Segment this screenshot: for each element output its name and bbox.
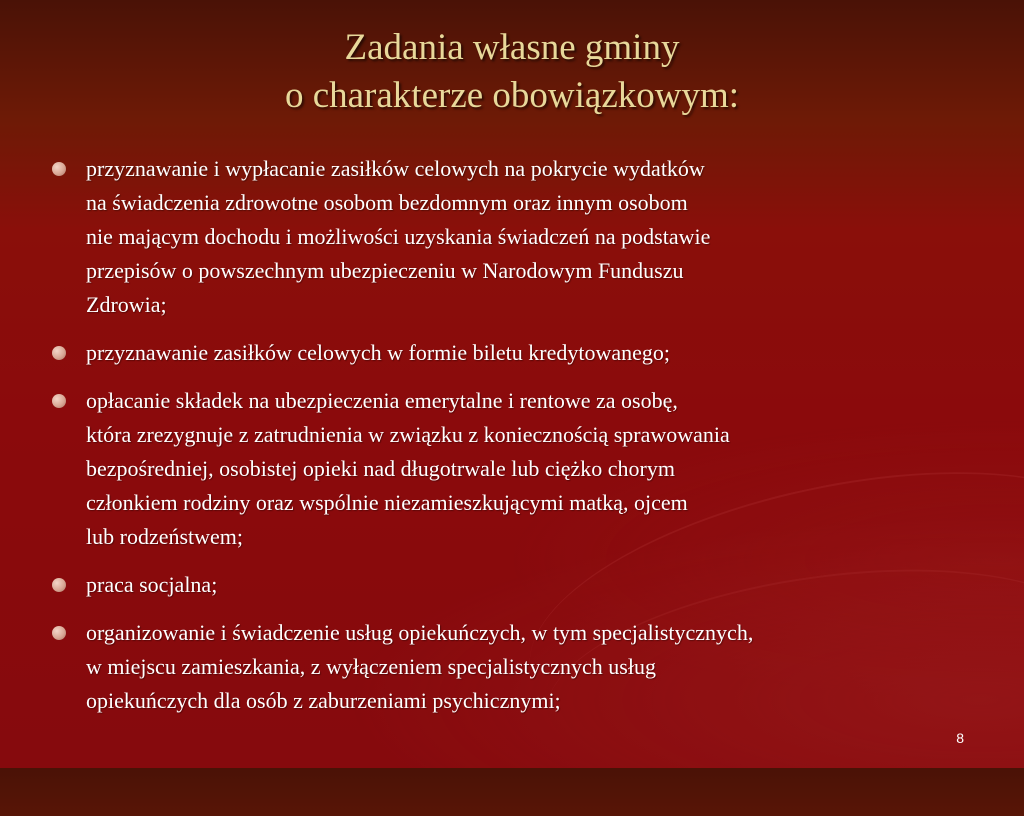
bullet-item	[0, 336, 1024, 370]
slide-title-line-1: Zadania własne gminy	[344, 27, 680, 68]
bullet-item	[0, 384, 1024, 554]
bullet-item	[0, 152, 1024, 322]
bullet-text: przyznawanie zasiłków celowych w formie biletu kredytowanego;	[86, 340, 671, 365]
bullet-text: organizowanie i świadczenie usług opiekuńczych, w tym specjalistycznych, w miejscu zamieszkania, z wyłączeniem specjalistycznych usług opiekuńczych dla osób z zaburzeniami psychicznymi;	[86, 620, 754, 713]
bullet-dot-icon	[52, 394, 66, 408]
bullet-dot-icon	[52, 162, 66, 176]
bullet-item	[0, 616, 1024, 718]
page-number: 8	[956, 730, 964, 746]
slide-title	[0, 24, 1024, 120]
bullet-item	[0, 568, 1024, 602]
bullet-dot-icon	[52, 346, 66, 360]
bullet-text: przyznawanie i wypłacanie zasiłków celowych na pokrycie wydatków na świadczenia zdrowotne osobom bezdomnym oraz innym osobom nie mającym dochodu i możliwości uzyskania świadczeń na podstawie przepisów o powszechnym ubezpieczeniu w Narodowym Funduszu Zdrowia;	[86, 156, 711, 317]
bullet-dot-icon	[52, 578, 66, 592]
slide-title-line-2: o charakterze obowiązkowym:	[284, 75, 740, 116]
bullet-text: opłacanie składek na ubezpieczenia emerytalne i rentowe za osobę, która zrezygnuje z zatrudnienia w związku z koniecznością sprawowania bezpośredniej, osobistej opieki nad długotrwale lub ciężko chorym członkiem rodziny oraz wspólnie niezamieszkującymi matką, ojcem lub rodzeństwem;	[86, 388, 730, 549]
bullet-list	[0, 152, 1024, 732]
bullet-dot-icon	[52, 626, 66, 640]
bullet-text: praca socjalna;	[86, 572, 218, 597]
